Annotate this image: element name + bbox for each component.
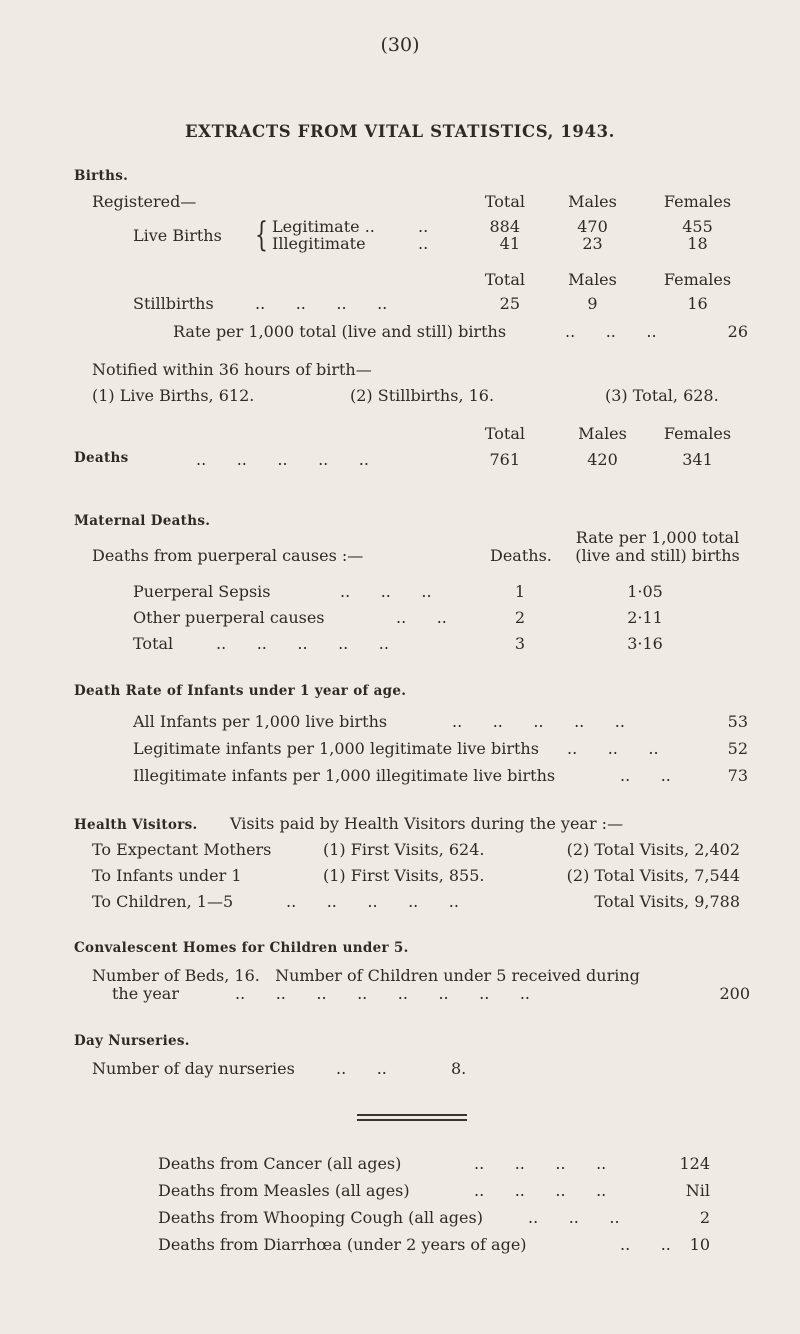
- maternal-row-deaths: 1: [514, 582, 526, 601]
- stillbirths-females: 16: [687, 294, 708, 313]
- maternal-deaths-header: Deaths.: [490, 546, 552, 565]
- divider: [357, 1119, 467, 1121]
- other-deaths-value: Nil: [685, 1181, 710, 1200]
- maternal-row-label: Puerperal Sepsis: [133, 582, 271, 601]
- illegitimate-females: 18: [687, 234, 708, 253]
- other-deaths-dots: .. .. .. ..: [474, 1181, 607, 1200]
- brace-icon: {: [255, 215, 268, 255]
- visitor-row-total: Total Visits, 9,788: [594, 892, 740, 911]
- other-deaths-value: 124: [679, 1154, 710, 1173]
- other-deaths-value: 2: [699, 1208, 710, 1227]
- other-deaths-dots: .. ..: [620, 1235, 671, 1254]
- maternal-row-rate: 3·16: [627, 634, 663, 653]
- other-deaths-dots: .. .. .. ..: [474, 1154, 607, 1173]
- stillbirths-males: 9: [587, 294, 598, 313]
- deaths-females: 341: [682, 450, 713, 469]
- illegitimate-total: 41: [499, 234, 520, 253]
- stillbirths-col-males: Males: [568, 270, 617, 289]
- maternal-causes-label: Deaths from puerperal causes :—: [92, 546, 364, 565]
- visitor-row-label: To Infants under 1: [92, 866, 242, 885]
- stillbirths-col-females: Females: [663, 270, 732, 289]
- maternal-row-rate: 2·11: [627, 608, 663, 627]
- births-col-total: Total: [484, 192, 525, 211]
- still-rate-dots: .. .. ..: [565, 322, 657, 341]
- deaths-col-total: Total: [484, 424, 525, 443]
- notified-total: (3) Total, 628.: [605, 386, 719, 405]
- nurseries-dots: .. ..: [336, 1059, 387, 1078]
- convalescent-value: 200: [719, 984, 750, 1003]
- infant-row-dots: .. ..: [620, 766, 671, 785]
- infant-row-label: Legitimate infants per 1,000 legitimate live births: [133, 739, 539, 758]
- other-deaths-value: 10: [689, 1235, 710, 1254]
- legitimate-total: 884: [489, 217, 520, 236]
- health-visitors-heading: Health Visitors.: [74, 817, 198, 833]
- visitor-row-first: (1) First Visits, 624.: [323, 840, 485, 859]
- births-heading: Births.: [74, 168, 129, 184]
- stillbirths-col-total: Total: [484, 270, 525, 289]
- notified-live-births: (1) Live Births, 612.: [92, 386, 255, 405]
- visitor-row-first: (1) First Visits, 855.: [323, 866, 485, 885]
- registered-label: Registered—: [92, 192, 197, 211]
- other-deaths-label: Deaths from Diarrhœa (under 2 years of age): [158, 1235, 527, 1254]
- maternal-row-dots: .. .. ..: [340, 582, 432, 601]
- births-col-males: Males: [568, 192, 617, 211]
- visitor-row-dots: .. .. .. .. ..: [286, 892, 459, 911]
- infant-row-value: 53: [727, 712, 748, 731]
- infant-row-value: 73: [727, 766, 748, 785]
- convalescent-line2: the year: [112, 984, 179, 1003]
- deaths-dots: .. .. .. .. ..: [196, 450, 369, 469]
- divider: [357, 1114, 467, 1116]
- maternal-row-rate: 1·05: [627, 582, 663, 601]
- other-deaths-label: Deaths from Whooping Cough (all ages): [158, 1208, 483, 1227]
- stillbirths-label: Stillbirths: [133, 294, 214, 313]
- convalescent-dots: .. .. .. .. .. .. .. ..: [235, 984, 530, 1003]
- health-visitors-intro: Visits paid by Health Visitors during the year :—: [230, 814, 624, 833]
- still-rate-value: 26: [727, 322, 748, 341]
- legitimate-label: Legitimate ..: [272, 217, 375, 236]
- other-deaths-label: Deaths from Cancer (all ages): [158, 1154, 402, 1173]
- maternal-row-label: Total: [133, 634, 174, 653]
- deaths-males: 420: [587, 450, 618, 469]
- maternal-rate-header-1: Rate per 1,000 total: [575, 528, 740, 547]
- births-col-females: Females: [663, 192, 732, 211]
- maternal-row-dots: .. ..: [396, 608, 447, 627]
- legitimate-dots: ..: [418, 217, 429, 236]
- illegitimate-label: Illegitimate: [272, 234, 366, 253]
- deaths-total: 761: [489, 450, 520, 469]
- visitor-row-total: (2) Total Visits, 2,402: [566, 840, 740, 859]
- other-deaths-dots: .. .. ..: [528, 1208, 620, 1227]
- visitor-row-label: To Expectant Mothers: [92, 840, 272, 859]
- legitimate-males: 470: [577, 217, 608, 236]
- legitimate-females: 455: [682, 217, 713, 236]
- maternal-heading: Maternal Deaths.: [74, 513, 211, 529]
- infant-heading: Death Rate of Infants under 1 year of age.: [74, 683, 407, 699]
- live-births-label: Live Births: [133, 226, 222, 245]
- maternal-rate-header-2: (live and still) births: [575, 546, 740, 565]
- stillbirths-total: 25: [499, 294, 520, 313]
- nurseries-label: Number of day nurseries: [92, 1059, 295, 1078]
- infant-row-dots: .. .. .. .. ..: [452, 712, 625, 731]
- notified-stillbirths: (2) Stillbirths, 16.: [350, 386, 495, 405]
- nurseries-heading: Day Nurseries.: [74, 1033, 190, 1049]
- infant-row-label: Illegitimate infants per 1,000 illegitimate live births: [133, 766, 556, 785]
- maternal-row-label: Other puerperal causes: [133, 608, 325, 627]
- infant-row-value: 52: [727, 739, 748, 758]
- page-title: EXTRACTS FROM VITAL STATISTICS, 1943.: [184, 122, 615, 141]
- deaths-label: Deaths: [74, 450, 129, 466]
- maternal-row-dots: .. .. .. .. ..: [216, 634, 389, 653]
- nurseries-value: 8.: [451, 1059, 467, 1078]
- illegitimate-dots: ..: [418, 234, 429, 253]
- notified-label: Notified within 36 hours of birth—: [92, 360, 372, 379]
- infant-row-label: All Infants per 1,000 live births: [133, 712, 388, 731]
- stillbirths-dots: .. .. .. ..: [255, 294, 388, 313]
- other-deaths-label: Deaths from Measles (all ages): [158, 1181, 410, 1200]
- convalescent-heading: Convalescent Homes for Children under 5.: [74, 940, 409, 956]
- page-number: (30): [380, 34, 420, 56]
- maternal-row-deaths: 3: [514, 634, 526, 653]
- convalescent-line1: Number of Beds, 16. Number of Children under 5 received during: [92, 966, 640, 985]
- deaths-col-females: Females: [663, 424, 732, 443]
- deaths-col-males: Males: [578, 424, 627, 443]
- illegitimate-males: 23: [582, 234, 603, 253]
- maternal-row-deaths: 2: [514, 608, 526, 627]
- infant-row-dots: .. .. ..: [567, 739, 659, 758]
- still-rate-label: Rate per 1,000 total (live and still) births: [173, 322, 507, 341]
- visitor-row-total: (2) Total Visits, 7,544: [566, 866, 740, 885]
- visitor-row-label: To Children, 1—5: [92, 892, 234, 911]
